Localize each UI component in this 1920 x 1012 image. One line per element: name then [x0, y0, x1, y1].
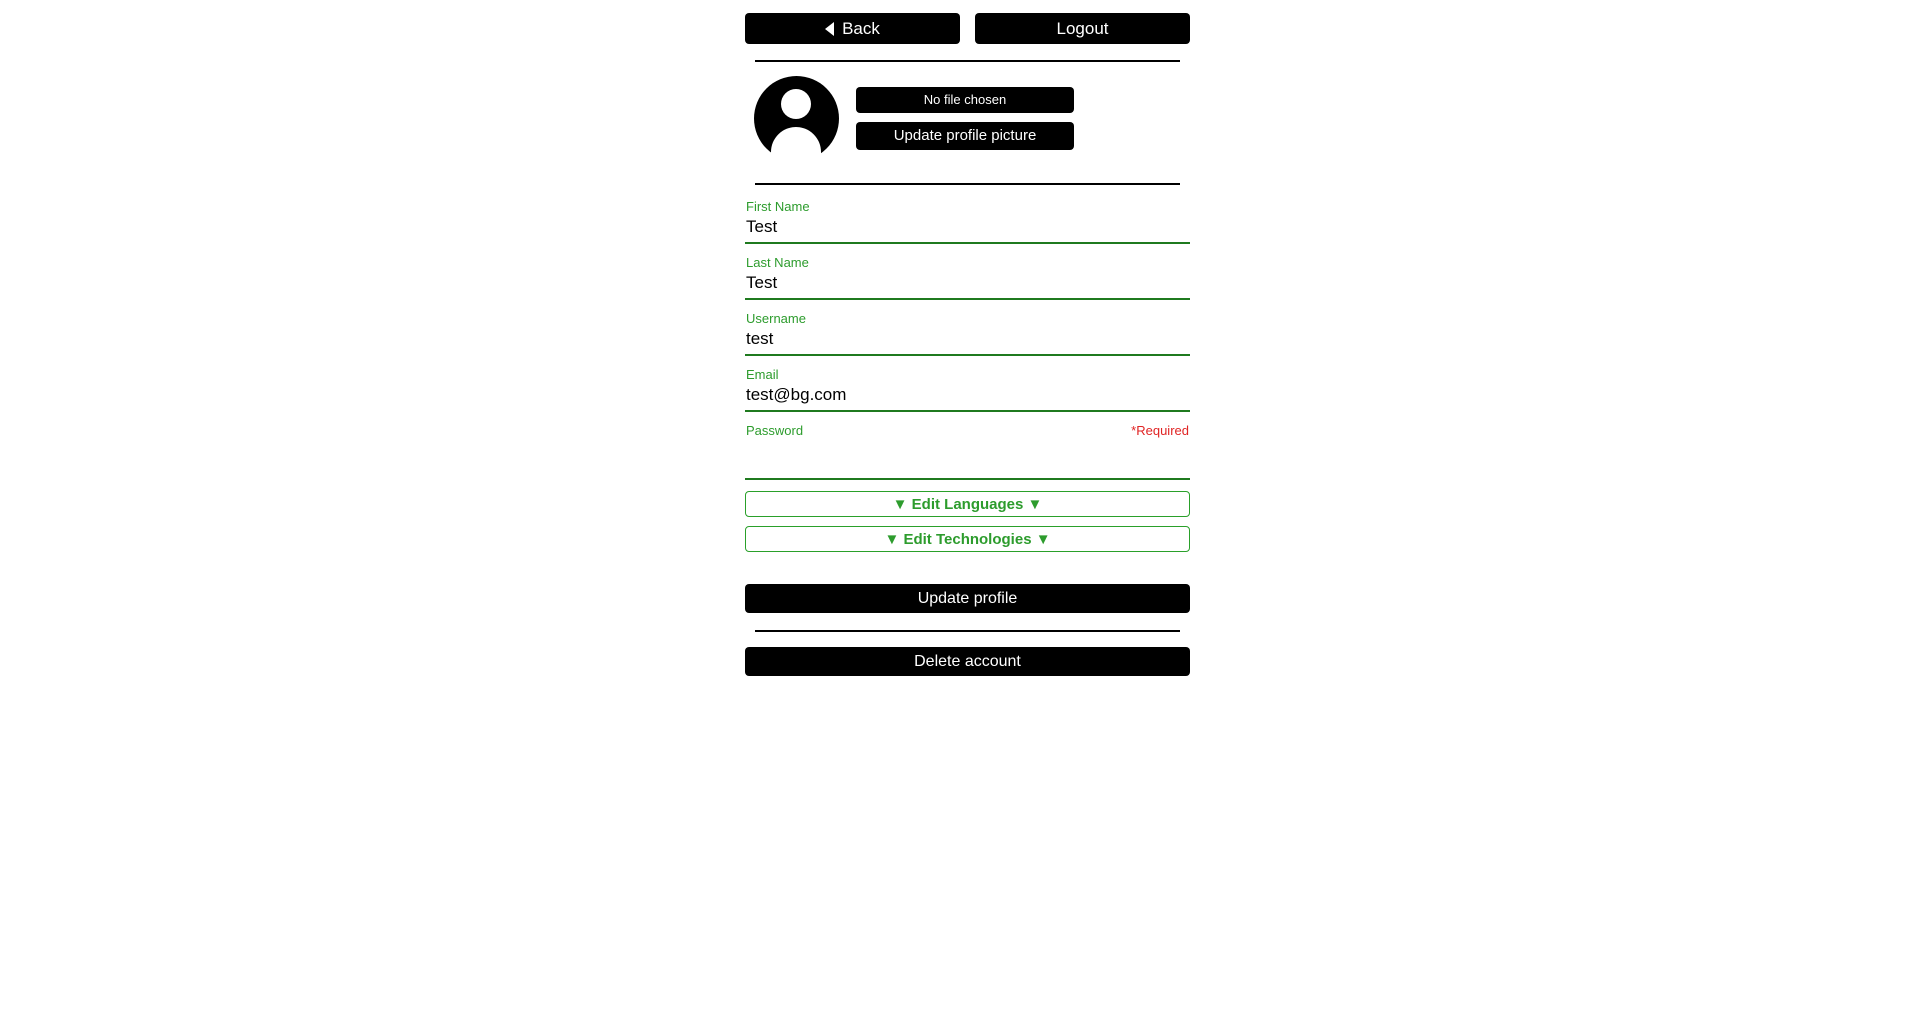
- avatar-body: [771, 127, 821, 161]
- profile-picture-actions: [856, 87, 1074, 150]
- password-label-row: [745, 423, 1190, 439]
- profile-container: [745, 0, 1190, 676]
- file-chooser-button[interactable]: No file chosen: [856, 87, 1074, 113]
- divider-bottom: [755, 630, 1180, 632]
- user-avatar-icon: [754, 76, 839, 161]
- update-profile-button[interactable]: Update profile: [745, 584, 1190, 613]
- field-email: [745, 367, 1190, 412]
- field-first-name: [745, 199, 1190, 244]
- top-action-bar: [745, 0, 1190, 44]
- username-input[interactable]: [745, 327, 1190, 356]
- back-button-label: Back: [842, 19, 880, 38]
- password-input[interactable]: [745, 439, 1190, 480]
- last-name-input[interactable]: [745, 271, 1190, 300]
- divider-top: [755, 60, 1180, 62]
- email-input[interactable]: [745, 383, 1190, 412]
- last-name-label: Last Name: [746, 255, 809, 270]
- update-profile-picture-button[interactable]: Update profile picture: [856, 122, 1074, 150]
- edit-languages-toggle[interactable]: ▼ Edit Languages ▼: [745, 491, 1190, 517]
- field-last-name: [745, 255, 1190, 300]
- back-button[interactable]: [745, 13, 960, 44]
- logout-button[interactable]: Logout: [975, 13, 1190, 44]
- profile-picture-section: [745, 76, 1190, 161]
- first-name-label: First Name: [746, 199, 810, 214]
- profile-form: [745, 199, 1190, 676]
- delete-account-button[interactable]: Delete account: [745, 647, 1190, 676]
- left-triangle-icon: [825, 22, 834, 36]
- field-password: [745, 423, 1190, 480]
- email-label: Email: [746, 367, 779, 382]
- username-label: Username: [746, 311, 806, 326]
- field-username: [745, 311, 1190, 356]
- password-required-badge: *Required: [1131, 423, 1189, 438]
- password-label: Password: [746, 423, 804, 438]
- divider-picture: [755, 183, 1180, 185]
- edit-technologies-toggle[interactable]: ▼ Edit Technologies ▼: [745, 526, 1190, 552]
- avatar-head: [781, 89, 811, 119]
- first-name-input[interactable]: [745, 215, 1190, 244]
